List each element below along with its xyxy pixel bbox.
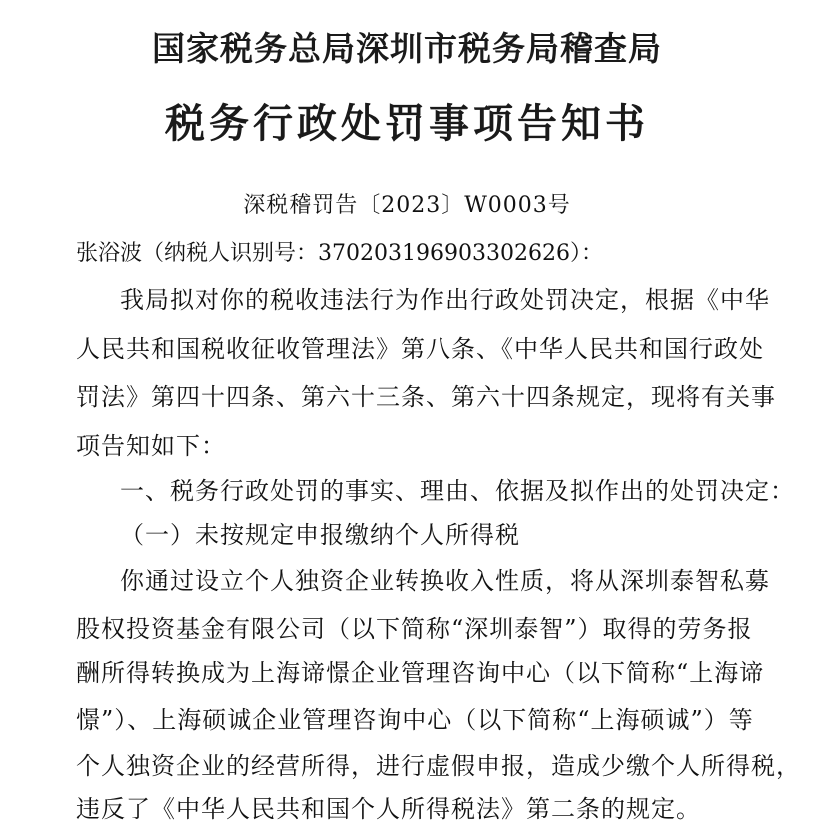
body-line: 酬所得转换成为上海谛憬企业管理咨询中心（以下简称“上海谛 [76,659,765,687]
body-line: 人民共和国税收征收管理法》第八条、《中华人民共和国行政处 [76,335,764,363]
body-line: 个人独资企业的经营所得，进行虚假申报，造成少缴个人所得税， [76,752,801,780]
document-number: 深税稽罚告〔2023〕W0003号 [243,193,571,218]
body-line: 股权投资基金有限公司（以下简称“深圳泰智”）取得的劳务报 [76,615,753,643]
recipient-line: 张浴波（纳税人识别号：370203196903302626）： [76,241,603,266]
body-line: 憬”）、上海硕诚企业管理咨询中心（以下简称“上海硕诚”）等 [76,706,754,734]
body-line: 罚法》第四十四条、第六十三条、第六十四条规定，现将有关事 [76,383,776,411]
section-heading: 一、税务行政处罚的事实、理由、依据及拟作出的处罚决定： [120,477,795,505]
document-title: 税务行政处罚事项告知书 [165,101,649,147]
body-line: 项告知如下： [76,432,226,460]
body-line: 违反了《中华人民共和国个人所得税法》第二条的规定。 [76,795,701,823]
body-line: 你通过设立个人独资企业转换收入性质，将从深圳泰智私募 [120,567,770,595]
issuer-name: 国家税务总局深圳市税务局稽查局 [152,29,662,68]
body-line: 我局拟对你的税收违法行为作出行政处罚决定，根据《中华 [120,286,770,314]
subsection-heading: （一）未按规定申报缴纳个人所得税 [120,521,520,549]
